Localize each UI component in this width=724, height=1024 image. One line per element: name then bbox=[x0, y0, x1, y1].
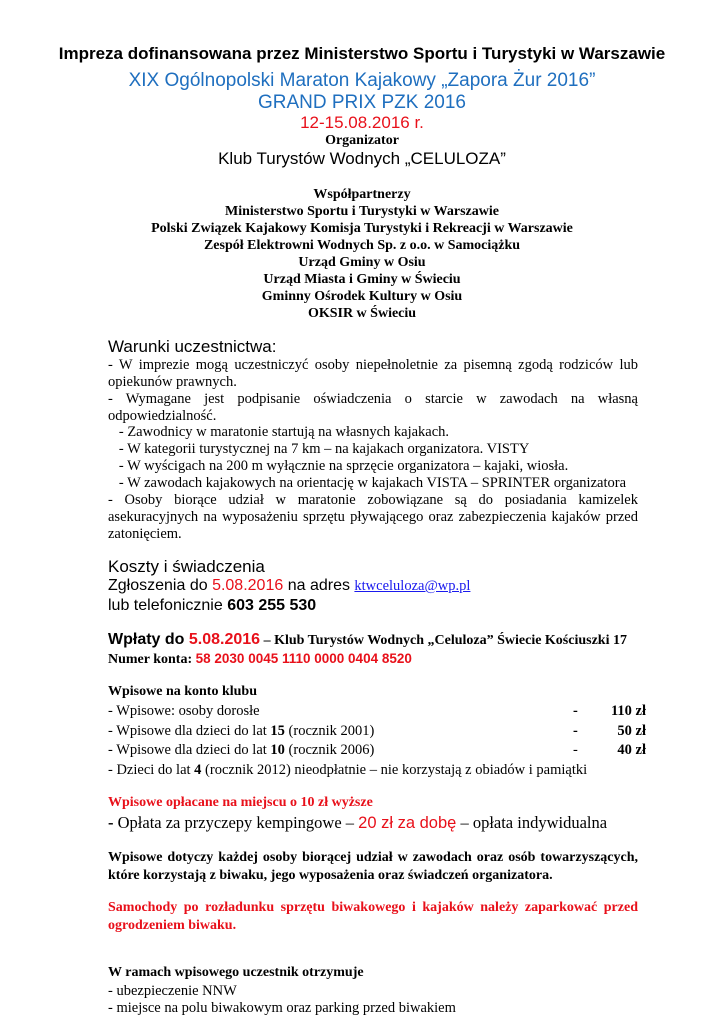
condition-item: - W wyścigach na 200 m wyłącznie na sprzęcie organizatora – kajaki, wiosła. bbox=[108, 458, 569, 474]
condition-item: - W kategorii turystycznej na 7 km – na kajakach organizatora. VISTY bbox=[108, 441, 530, 457]
partner-item: Zespół Elektrowni Wodnych Sp. z o.o. w Samociążku bbox=[203, 238, 521, 253]
fee-row: - Wpisowe dla dzieci do lat 10 (rocznik 2006) - 40 zł bbox=[108, 742, 646, 758]
partner-item: Urząd Miasta i Gminy w Świeciu bbox=[263, 272, 461, 287]
costs-heading: Koszty i świadczenia bbox=[108, 557, 265, 576]
email-link[interactable]: ktwceluloza@wp.pl bbox=[354, 578, 471, 594]
fee-row: - Wpisowe: osoby dorosłe - 110 zł bbox=[108, 703, 646, 719]
condition-item: - Wymagane jest podpisanie oświadczenia o starcie w zawodach na własną odpowiedzialność. bbox=[108, 391, 638, 424]
payment-line: Wpłaty do 5.08.2016 – Klub Turystów Wodnych „Celuloza” Świecie Kościuszki 17 bbox=[108, 631, 627, 648]
phone-line: lub telefonicznie 603 255 530 bbox=[108, 597, 317, 614]
trailer-fee-line: - Opłata za przyczepy kempingowe – 20 zł za dobę – opłata indywidualna bbox=[108, 813, 608, 832]
event-subtitle: GRAND PRIX PZK 2016 bbox=[257, 92, 467, 113]
event-title: XIX Ogólnopolski Maraton Kajakowy „Zapora Żur 2016” bbox=[128, 70, 596, 91]
condition-item: - Zawodnicy w maratonie startują na własnych kajakach. bbox=[108, 424, 450, 440]
condition-item: - W imprezie mogą uczestniczyć osoby niepełnoletnie za pisemną zgodą rodziców lub opiekunów prawnych. bbox=[108, 357, 638, 390]
registration-line: Zgłoszenia do 5.08.2016 na adres ktwceluloza@wp.pl bbox=[108, 577, 471, 594]
partner-item: Urząd Gminy w Osiu bbox=[298, 255, 426, 270]
partner-item: Ministerstwo Sportu i Turystyki w Warszawie bbox=[225, 204, 499, 219]
fee-coverage-notice: Wpisowe dotyczy każdej osoby biorącej udział w zawodach oraz osób towarzyszących, które korzystają z biwaku, jego wyposażenia oraz świadczeń organizatora. bbox=[108, 850, 638, 883]
includes-heading: W ramach wpisowego uczestnik otrzymuje bbox=[108, 965, 364, 980]
condition-item: - W zawodach kajakowych na orientację w kajakach VISTA – SPRINTER organizatora bbox=[108, 475, 626, 491]
fees-heading: Wpisowe na konto klubu bbox=[108, 684, 258, 699]
onsite-note: Wpisowe opłacane na miejscu o 10 zł wyższe bbox=[108, 795, 373, 810]
partner-item: OKSIR w Świeciu bbox=[307, 306, 417, 321]
organizer-name: Klub Turystów Wodnych „CELULOZA” bbox=[218, 149, 506, 168]
includes-item: - miejsce na polu biwakowym oraz parking przed biwakiem bbox=[108, 1000, 456, 1016]
event-dates: 12-15.08.2016 r. bbox=[300, 113, 424, 132]
includes-item: - ubezpieczenie NNW bbox=[108, 983, 237, 999]
partner-item: Polski Związek Kajakowy Komisja Turystyki i Rekreacji w Warszawie bbox=[151, 221, 573, 236]
fee-row: - Wpisowe dla dzieci do lat 15 (rocznik 2001) - 50 zł bbox=[108, 723, 646, 739]
organizer-label: Organizator bbox=[325, 133, 399, 148]
funding-note: Impreza dofinansowana przez Ministerstwo Sportu i Turystyki w Warszawie bbox=[58, 44, 666, 63]
fee-free-row: - Dzieci do lat 4 (rocznik 2012) nieodpłatnie – nie korzystają z obiadów i pamiątki bbox=[108, 762, 588, 778]
partner-item: Gminny Ośrodek Kultury w Osiu bbox=[261, 289, 463, 304]
condition-item: - Osoby biorące udział w maratonie zobowiązane są do posiadania kamizelek asekuracyjnych na wyposażeniu sprzętu pływającego oraz zabezpieczenia kajaków przed zatonięciem. bbox=[108, 492, 638, 542]
account-line: Numer konta: 58 2030 0045 1110 0000 0404 8520 bbox=[108, 651, 412, 667]
parking-notice: Samochody po rozładunku sprzętu biwakowego i kajaków należy zaparkować przed ogrodzeniem biwaku. bbox=[108, 900, 638, 933]
conditions-heading: Warunki uczestnictwa: bbox=[108, 337, 277, 356]
partners-heading: Współpartnerzy bbox=[313, 187, 411, 202]
